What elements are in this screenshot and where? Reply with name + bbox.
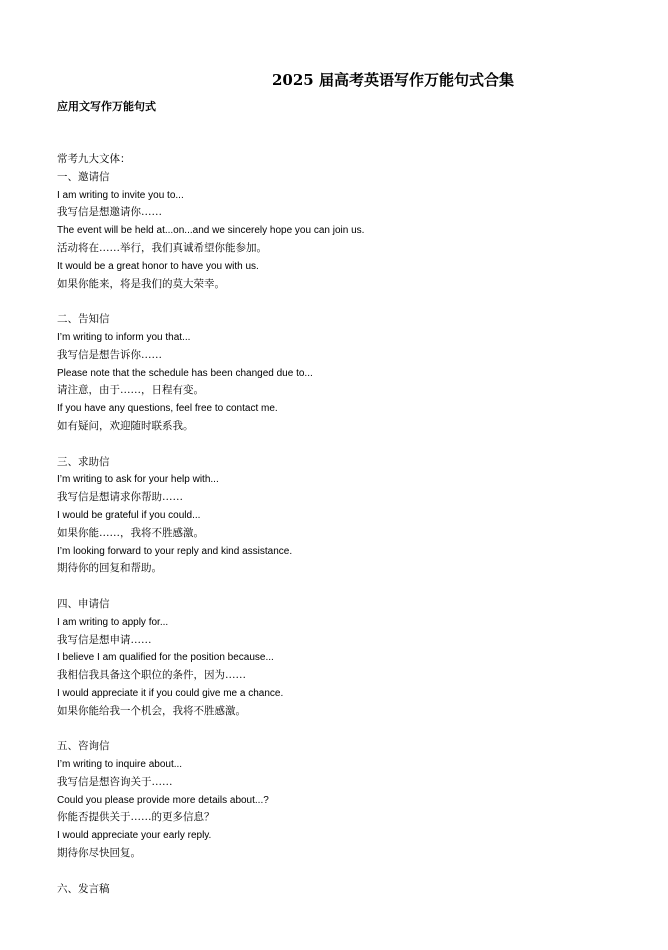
sentence-zh: 请注意，由于……，日程有变。 bbox=[57, 384, 204, 397]
sentence-en: I’m writing to inform you that... bbox=[57, 331, 191, 343]
paragraph-gap bbox=[57, 721, 647, 739]
sentence-zh: 我写信是想咨询关于…… bbox=[57, 775, 173, 788]
sentence-en: I am writing to invite you to... bbox=[57, 189, 184, 201]
sentence-zh: 你能否提供关于……的更多信息？ bbox=[57, 811, 215, 824]
sentence-en: I’m writing to inquire about... bbox=[57, 759, 183, 771]
section-heading: 一、邀请信 bbox=[57, 170, 110, 183]
section-notice-letter bbox=[57, 311, 647, 436]
sentence-en: I am writing to apply for... bbox=[57, 616, 169, 628]
sentence-en: The event will be held at...on...and we sincerely hope you can join us. bbox=[57, 225, 365, 237]
sentence-zh: 我写信是想邀请你…… bbox=[57, 206, 162, 219]
section-application-letter bbox=[57, 596, 647, 721]
section-invitation-letter bbox=[57, 169, 647, 294]
sentence-en: It would be a great honor to have you with us. bbox=[57, 260, 259, 272]
paragraph-gap bbox=[57, 578, 647, 596]
section-speech bbox=[57, 881, 647, 899]
sentence-zh: 我相信我具备这个职位的条件，因为…… bbox=[57, 669, 246, 682]
sentence-zh: 期待你的回复和帮助。 bbox=[57, 562, 162, 575]
sentence-en: I believe I am qualified for the position because... bbox=[57, 652, 274, 664]
sentence-en: I’m writing to ask for your help with... bbox=[57, 474, 219, 486]
document-subtitle: 应用文写作万能句式 bbox=[57, 100, 156, 113]
paragraph-gap bbox=[57, 293, 647, 311]
sentence-en: I would appreciate your early reply. bbox=[57, 830, 212, 842]
sentence-en: I’m looking forward to your reply and kind assistance. bbox=[57, 545, 293, 557]
paragraph-gap bbox=[57, 863, 647, 881]
section-heading: 三、求助信 bbox=[57, 455, 110, 468]
sentence-zh: 我写信是想告诉你…… bbox=[57, 348, 162, 361]
paragraph-gap bbox=[57, 436, 647, 454]
document-body bbox=[57, 151, 647, 898]
sentence-zh: 我写信是想请求你帮助…… bbox=[57, 491, 183, 504]
sentence-en: Please note that the schedule has been changed due to... bbox=[57, 367, 313, 379]
document-title: 2025 届高考英语写作万能句式合集 bbox=[272, 71, 514, 89]
sentence-zh: 如果你能给我一个机会，我将不胜感激。 bbox=[57, 704, 246, 717]
sentence-zh: 如有疑问，欢迎随时联系我。 bbox=[57, 419, 194, 432]
sentence-zh: 期待你尽快回复。 bbox=[57, 847, 141, 860]
sentence-en: Could you please provide more details about...? bbox=[57, 794, 269, 806]
sentence-en: If you have any questions, feel free to contact me. bbox=[57, 403, 278, 415]
sentence-en: I would be grateful if you could... bbox=[57, 509, 201, 521]
section-heading: 六、发言稿 bbox=[57, 882, 110, 895]
sentence-zh: 如果你能……，我将不胜感激。 bbox=[57, 526, 204, 539]
section-help-letter bbox=[57, 454, 647, 579]
sentence-zh: 活动将在……举行，我们真诚希望你能参加。 bbox=[57, 241, 267, 254]
sentence-zh: 如果你能来，将是我们的莫大荣幸。 bbox=[57, 277, 225, 290]
section-heading: 五、咨询信 bbox=[57, 740, 110, 753]
section-heading: 四、申请信 bbox=[57, 597, 110, 610]
intro-text: 常考九大文体： bbox=[57, 153, 131, 165]
section-inquiry-letter bbox=[57, 738, 647, 863]
sentence-en: I would appreciate it if you could give me a chance. bbox=[57, 687, 284, 699]
sentence-zh: 我写信是想申请…… bbox=[57, 633, 152, 646]
section-heading: 二、告知信 bbox=[57, 313, 110, 326]
